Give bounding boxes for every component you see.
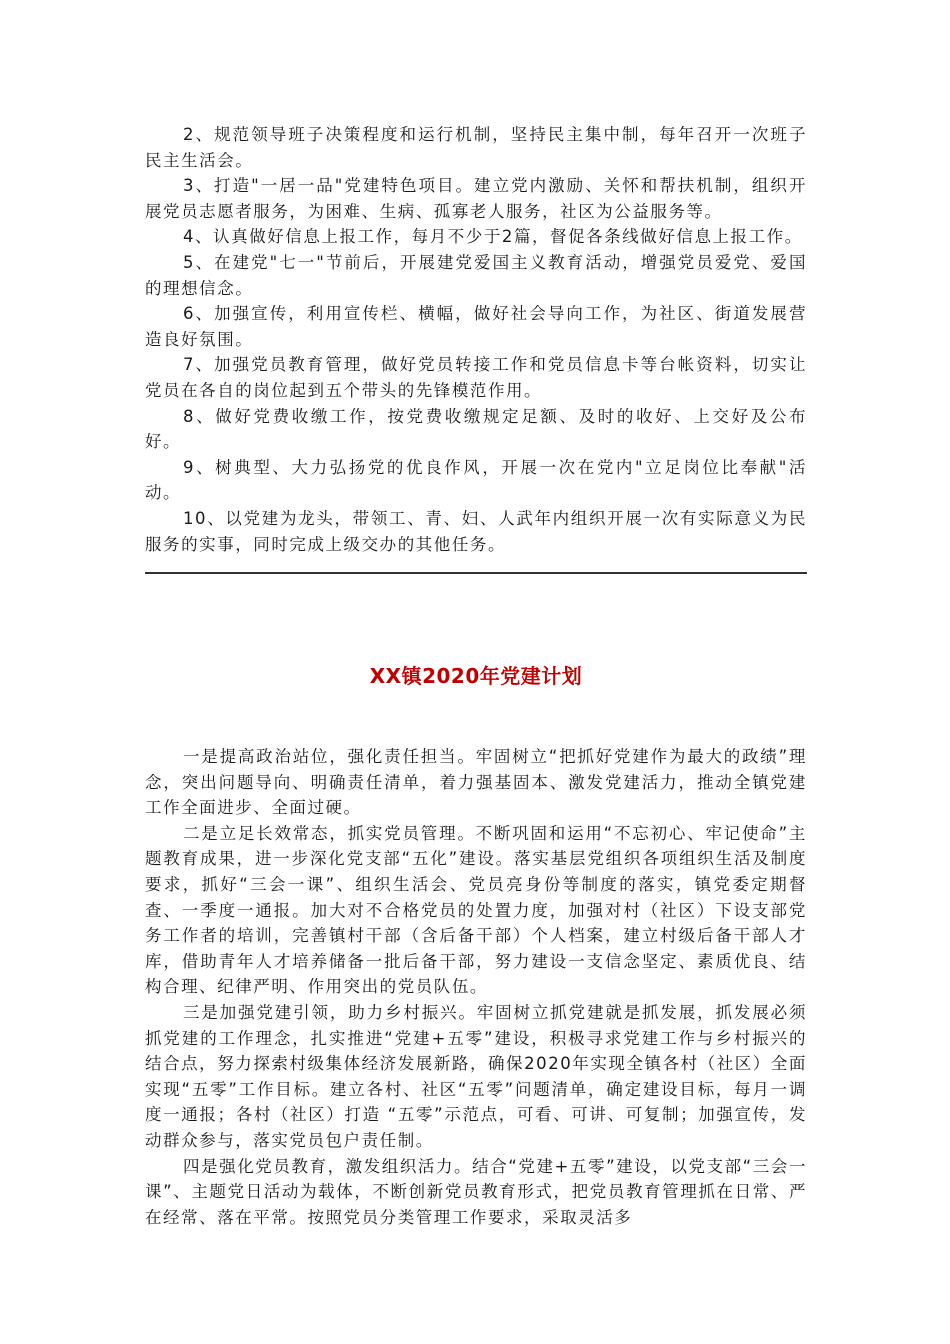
work-item-10: 10、以党建为龙头，带领工、青、妇、人武年内组织开展一次有实际意义为民服务的实事，同时完成上级交办的其他任务。 <box>145 508 807 554</box>
plan-paragraph-4: 四是强化党员教育，激发组织活力。结合“党建+五零”建设，以党支部“三会一课”、主题党日活动为载体，不断创新党员教育形式，把党员教育管理抓在日常、严在经常、落在平常。按照党员分类管理工作要求，采取灵活多 <box>145 1156 807 1227</box>
work-item-3: 3、打造"一居一品"党建特色项目。建立党内激励、关怀和帮扶机制，组织开展党员志愿者服务，为困难、生病、孤寡老人服务，社区为公益服务等。 <box>145 176 807 221</box>
plan-title: XX镇2020年党建计划 <box>369 664 583 688</box>
plan-paragraph-3: 三是加强党建引领，助力乡村振兴。牢固树立抓党建就是抓发展，抓发展必须抓党建的工作理念，扎实推进“党建+五零”建设，积极寻求党建工作与乡村振兴的结合点，努力探索村级集体经济发展新路，确保2020年实现全镇各村（社区）全面实现“五零”工作目标。建立各村、社区“五零”问题清单，确定建设目标，每月一调度一通报；各村（社区）打造 “五零”示范点，可看、可讲、可复制；加强宣传，发动群众参与，落实党员包户责任制。 <box>145 1002 807 1150</box>
work-item-7: 7、加强党员教育管理，做好党员转接工作和党员信息卡等台帐资料，切实让党员在各自的岗位起到五个带头的先锋模范作用。 <box>145 355 807 400</box>
work-item-8: 8、做好党费收缴工作，按党费收缴规定足额、及时的收好、上交好及公布好。 <box>145 406 807 452</box>
work-item-2: 2、规范领导班子决策程度和运行机制，坚持民主集中制，每年召开一次班子民主生活会。 <box>145 125 807 170</box>
work-item-4: 4、认真做好信息上报工作，每月不少于2篇，督促各条线做好信息上报工作。 <box>183 227 803 247</box>
plan-body <box>145 744 807 1230</box>
work-item-6: 6、加强宣传，利用宣传栏、横幅，做好社会导向工作，为社区、街道发展营造良好氛围。 <box>145 304 807 349</box>
section-divider <box>145 572 807 574</box>
work-item-9: 9、树典型、大力弘扬党的优良作风，开展一次在党内"立足岗位比奉献"活动。 <box>145 457 807 503</box>
plan-paragraph-2: 二是立足长效常态，抓实党员管理。不断巩固和运用“不忘初心、牢记使命”主题教育成果，进一步深化党支部“五化”建设。落实基层党组织各项组织生活及制度要求，抓好“三会一课”、组织生活会、党员亮身份等制度的落实，镇党委定期督查、一季度一通报。加大对不合格党员的处置力度，加强对村（社区）下设支部党务工作者的培训，完善镇村干部（含后备干部）个人档案，建立村级后备干部人才库，借助青年人才培养储备一批后备干部，努力建设一支信念坚定、素质优良、结构合理、纪律严明、作用突出的党员队伍。 <box>145 823 807 997</box>
plan-paragraph-1: 一是提高政治站位，强化责任担当。牢固树立“把抓好党建作为最大的政绩”理念，突出问题导向、明确责任清单，着力强基固本、激发党建活力，推动全镇党建工作全面进步、全面过硬。 <box>145 747 807 818</box>
work-items-list <box>145 122 807 557</box>
work-item-5: 5、在建党"七一"节前后，开展建党爱国主义教育活动，增强党员爱党、爱国的理想信念。 <box>145 252 807 298</box>
